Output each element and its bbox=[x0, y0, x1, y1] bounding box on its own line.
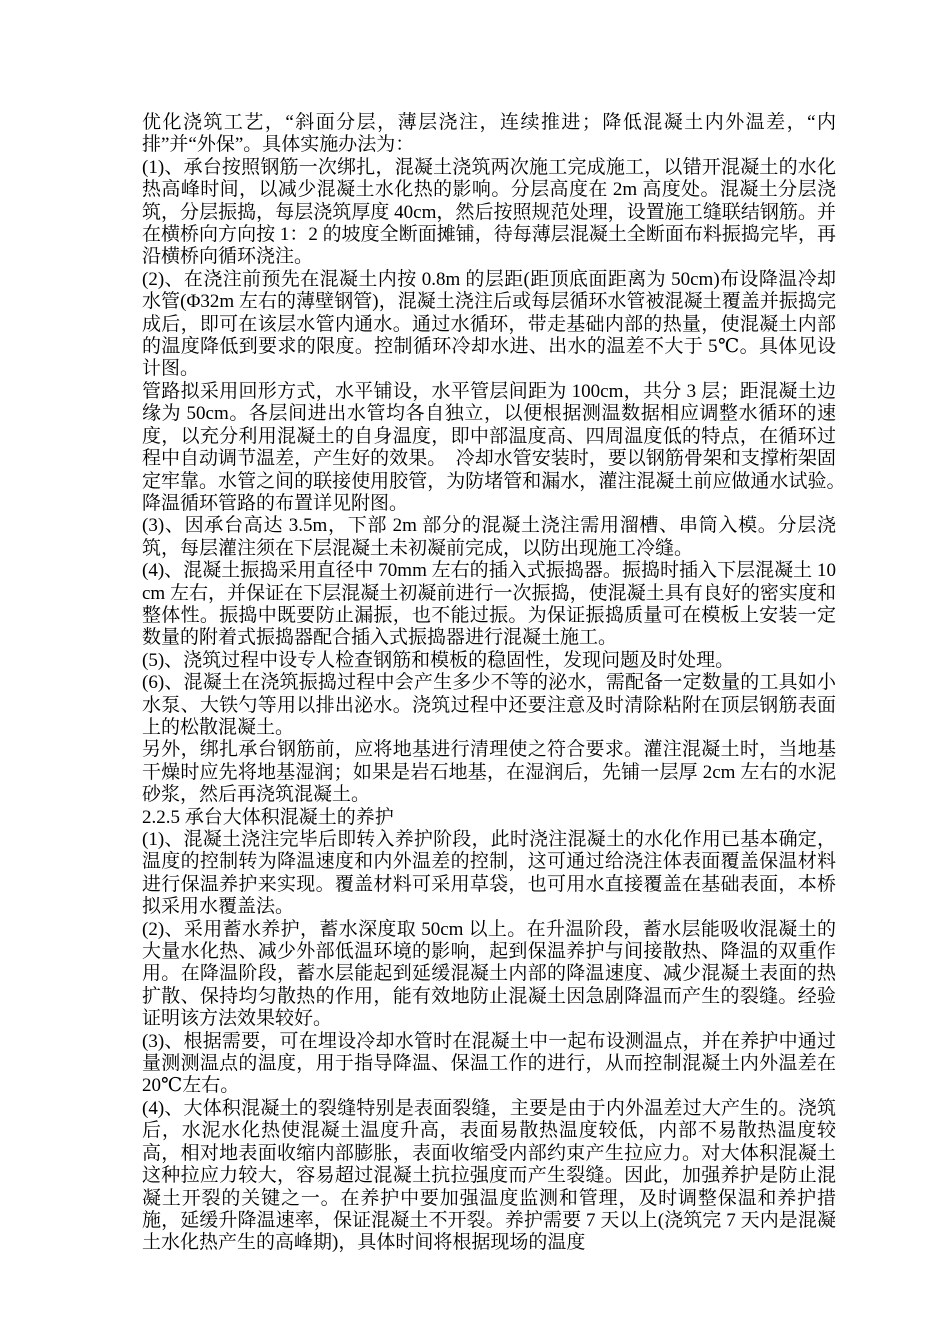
section-heading-curing: 2.2.5 承台大体积混凝土的养护 bbox=[142, 806, 394, 828]
paragraph-foundation-note: 另外，绑扎承台钢筋前，应将地基进行清理使之符合要求。灌注混凝土时，当地基干燥时应先将地基湿润；如果是岩石地基，在湿润后，先铺一层厚 2cm 左右的水泥砂浆，然后再浇筑混凝土。 bbox=[142, 739, 836, 806]
paragraph-pouring-item-6: (6)、混凝土在浇筑振捣过程中会产生多少不等的泌水，需配备一定数量的工具如小水泵、大铁勺等用以排出泌水。浇筑过程中还要注意及时清除粘附在顶层钢筋表面上的松散混凝土。 bbox=[142, 672, 836, 738]
paragraph-curing-item-1: (1)、混凝土浇注完毕后即转入养护阶段，此时浇注混凝土的水化作用已基本确定，温度的控制转为降温速度和内外温差的控制，这可通过给浇注体表面覆盖保温材料进行保温养护来实现。覆盖材料可采用草袋，也可用水直接覆盖在基础表面，本桥拟采用水覆盖法。 bbox=[142, 829, 836, 918]
paragraph-curing-item-2: (2)、采用蓄水养护，蓄水深度取 50cm 以上。在升温阶段，蓄水层能吸收混凝土的大量水化热、减少外部低温环境的影响，起到保温养护与间接散热、降温的双重作用。在降温阶段，蓄水层能起到延缓混凝土内部的降温速度、减少混凝土表面的热扩散、保持均匀散热的作用，能有效地防止混凝土因急剧降温而产生的裂缝。经验证明该方法效果较好。 bbox=[142, 918, 836, 1030]
paragraph-intro: 优化浇筑工艺，“斜面分层，薄层浇注，连续推进；降低混凝土内外温差，“内排”并“外保”。具体实施办法为： bbox=[142, 112, 836, 156]
paragraph-pouring-item-3: (3)、因承台高达 3.5m，下部 2m 部分的混凝土浇注需用溜槽、串筒入模。分层浇筑，每层灌注须在下层混凝土未初凝前完成，以防出现施工冷缝。 bbox=[142, 515, 836, 559]
paragraph-pipe-layout: 管路拟采用回形方式，水平铺设，水平管层间距为 100cm，共分 3 层；距混凝土边缘为 50cm。各层间进出水管均各自独立，以便根据测温数据相应调整水循环的速度，以充分利用混凝土的自身温度，即中部温度高、四周温度低的特点，在循环过程中自动调节温差，产生好的效果。 冷却水管安装时，要以钢筋骨架和支撑桁架固定牢靠。水管之间的联接使用胶管，为防堵管和漏水，灌注混凝土前应做通水试验。 降温循环管路的布置详见附图。 bbox=[142, 380, 856, 514]
paragraph-curing-item-3: (3)、根据需要，可在埋设冷却水管时在混凝土中一起布设测温点，并在养护中通过量测测温点的温度，用于指导降温、保温工作的进行，从而控制混凝土内外温差在 20℃左右。 bbox=[142, 1030, 836, 1097]
paragraph-pouring-item-4: (4)、混凝土振捣采用直径中 70mm 左右的插入式振捣器。振捣时插入下层混凝土 10cm 左右，并保证在下层混凝土初凝前进行一次振捣，使混凝土具有良好的密实度和整体性。振捣中既要防止漏振，也不能过振。为保证振捣质量可在模板上安装一定数量的附着式振捣器配合插入式振捣器进行混凝土施工。 bbox=[142, 560, 836, 649]
paragraph-pouring-item-1: (1)、承台按照钢筋一次绑扎，混凝土浇筑两次施工完成施工，以错开混凝土的水化热高峰时间，以减少混凝土水化热的影响。分层高度在 2m 高度处。混凝土分层浇筑，分层振捣，每层浇筑厚度 40cm，然后按照规范处理，设置施工缝联结钢筋。并在横桥向方向按 1：2 的坡度全断面摊铺，待每薄层混凝土全断面布料振捣完毕，再沿横桥向循环浇注。 bbox=[142, 156, 836, 268]
paragraph-pouring-item-5: (5)、浇筑过程中设专人检查钢筋和模板的稳固性，发现问题及时处理。 bbox=[142, 649, 735, 671]
document-body bbox=[142, 112, 856, 1255]
paragraph-curing-item-4: (4)、大体积混凝土的裂缝特别是表面裂缝，主要是由于内外温差过大产生的。浇筑后，水泥水化热使混凝土温度升高，表面易散热温度较低，内部不易散热温度较高，相对地表面收缩内部膨胀，表面收缩受内部约束产生拉应力。对大体积混凝土这种拉应力较大，容易超过混凝土抗拉强度而产生裂缝。因此，加强养护是防止混凝土开裂的关键之一。在养护中要加强温度监测和管理，及时调整保温和养护措施，延缓升降温速率，保证混凝土不开裂。养护需要 7 天以上(浇筑完 7 天内是混凝土水化热产生的高峰期)，具体时间将根据现场的温度 bbox=[142, 1097, 836, 1254]
paragraph-pouring-item-2: (2)、在浇注前预先在混凝土内按 0.8m 的层距(距顶底面距离为 50cm)布设降温冷却水管(Φ32m 左右的薄壁钢管)，混凝土浇注后或每层循环水管被混凝土覆盖并振捣完成后，即可在该层水管内通水。通过水循环，带走基础内部的热量，使混凝土内部的温度降低到要求的限度。控制循环冷却水进、出水的温差不大于 5℃。具体见设计图。 bbox=[142, 268, 836, 380]
